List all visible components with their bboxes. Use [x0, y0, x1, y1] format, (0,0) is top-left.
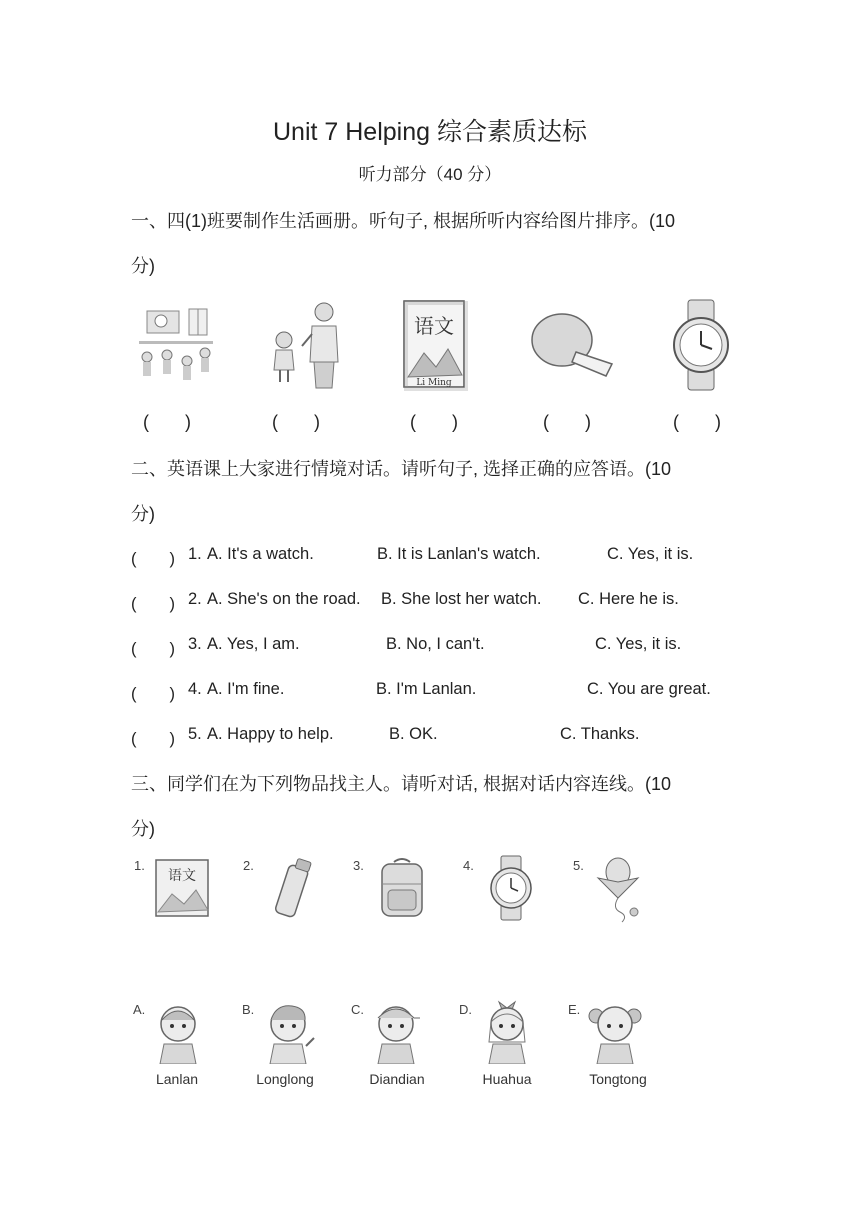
answer-blank[interactable]: ( ) — [143, 412, 191, 432]
watch-icon[interactable] — [487, 854, 535, 922]
answer-bracket[interactable]: ( ) — [131, 685, 175, 703]
option-b: B. OK. — [389, 725, 438, 743]
item-number: 3. — [353, 858, 364, 873]
answer-blank[interactable]: ( ) — [410, 412, 458, 432]
book-title-text: 语文 — [168, 868, 196, 884]
page-subtitle: 听力部分（40 分） — [358, 165, 502, 184]
question-number: 3. — [188, 635, 202, 653]
answer-blank[interactable]: ( ) — [673, 412, 721, 432]
option-b: B. She lost her watch. — [381, 590, 542, 608]
option-c: C. You are great. — [587, 680, 711, 698]
person-name: Huahua — [482, 1071, 532, 1087]
item-number: 1. — [134, 858, 145, 873]
person-name: Lanlan — [155, 1071, 199, 1087]
option-c: C. Yes, it is. — [595, 635, 682, 653]
option-a: A. It's a watch. — [207, 545, 314, 563]
page-title: Unit 7 Helping 综合素质达标 — [273, 118, 587, 146]
option-c: C. Thanks. — [560, 725, 640, 743]
girl-tongtong-icon[interactable] — [586, 1002, 646, 1064]
answer-blank[interactable]: ( ) — [543, 412, 591, 432]
book-title-text: 语文 — [414, 314, 454, 338]
answer-bracket[interactable]: ( ) — [131, 550, 175, 568]
boy-longlong-icon[interactable] — [262, 1002, 316, 1064]
person-name: Diandian — [369, 1071, 425, 1087]
question-number: 5. — [188, 725, 202, 743]
section2-heading-cont: 分) — [131, 504, 155, 524]
question-number: 1. — [188, 545, 202, 563]
person-letter: C. — [351, 1002, 364, 1017]
answer-bracket[interactable]: ( ) — [131, 640, 175, 658]
item-number: 2. — [243, 858, 254, 873]
item-number: 5. — [573, 858, 584, 873]
item-number: 4. — [463, 858, 474, 873]
boy-diandian-icon[interactable] — [370, 998, 424, 1064]
section1-heading: 一、四(1)班要制作生活画册。听句子, 根据所听内容给图片排序。(10 — [131, 211, 676, 231]
girl-huahua-icon[interactable] — [481, 998, 535, 1064]
person-letter: B. — [242, 1002, 255, 1017]
answer-bracket[interactable]: ( ) — [131, 730, 175, 748]
chinese-book-icon[interactable] — [154, 858, 212, 920]
backpack-icon[interactable] — [372, 854, 432, 922]
section1-heading-cont: 分) — [131, 256, 155, 276]
option-b: B. No, I can't. — [386, 635, 485, 653]
watch-icon — [670, 298, 732, 392]
section3-heading-cont: 分) — [131, 819, 155, 839]
person-name: Longlong — [256, 1071, 314, 1087]
girl-and-teacher-icon — [268, 296, 346, 394]
answer-blank[interactable]: ( ) — [272, 412, 320, 432]
option-c: C. Here he is. — [578, 590, 679, 608]
kite-icon[interactable] — [594, 852, 654, 924]
question-number: 4. — [188, 680, 202, 698]
book-owner-text: Li Ming — [416, 378, 452, 388]
option-b: B. It is Lanlan's watch. — [377, 545, 541, 563]
section3-heading: 三、同学们在为下列物品找主人。请听对话, 根据对话内容连线。(10 — [131, 774, 672, 794]
classroom-scene-icon — [137, 305, 215, 385]
person-letter: A. — [133, 1002, 146, 1017]
option-a: A. She's on the road. — [207, 590, 361, 608]
person-name: Tongtong — [589, 1071, 647, 1087]
option-a: A. I'm fine. — [207, 680, 285, 698]
option-a: A. Happy to help. — [207, 725, 334, 743]
answer-bracket[interactable]: ( ) — [131, 595, 175, 613]
option-b: B. I'm Lanlan. — [376, 680, 477, 698]
water-bottle-icon[interactable] — [268, 856, 318, 920]
person-letter: E. — [568, 1002, 581, 1017]
question-number: 2. — [188, 590, 202, 608]
option-a: A. Yes, I am. — [207, 635, 300, 653]
section2-heading: 二、英语课上大家进行情境对话。请听句子, 选择正确的应答语。(10 — [131, 459, 672, 479]
chinese-book-icon — [402, 299, 468, 391]
ping-pong-paddle-icon — [530, 310, 616, 380]
girl-lanlan-icon[interactable] — [152, 1002, 206, 1064]
person-letter: D. — [459, 1002, 472, 1017]
option-c: C. Yes, it is. — [607, 545, 694, 563]
